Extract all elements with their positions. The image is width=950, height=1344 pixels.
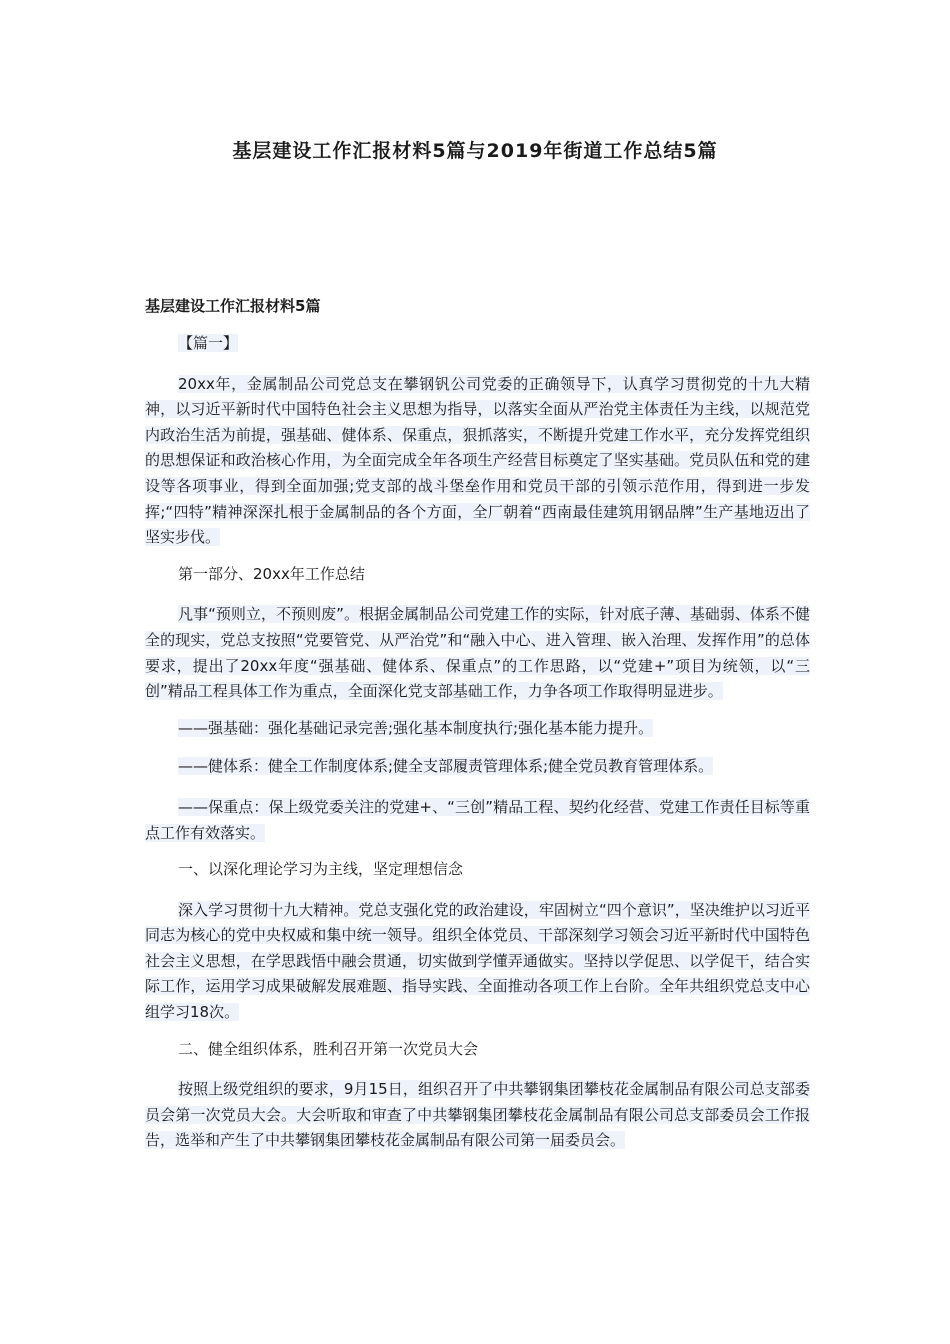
paragraph — [145, 718, 810, 738]
paragraph — [145, 1077, 810, 1154]
paragraph-text: 一、以深化理论学习为主线，坚定理想信念 — [178, 860, 464, 879]
paragraph — [145, 602, 810, 704]
paragraph-part-label — [145, 333, 810, 353]
paragraph — [145, 756, 810, 776]
paragraph-text: 二、健全组织体系，胜利召开第一次党员大会 — [178, 1039, 479, 1058]
paragraph-text: 20xx年，金属制品公司党总支在攀钢钒公司党委的正确领导下，认真学习贯彻党的十九大精神，以习近平新时代中国特色社会主义思想为指导，以落实全面从严治党主体责任为主线，以规范党内政治生活为前提，强基础、健体系、保重点，狠抓落实，不断提升党建工作水平，充分发挥党组织的思想保证和政治核心作用，为全面完成全年各项生产经营目标奠定了坚实基础。党员队伍和党的建设等各项事业，得到全面加强;党支部的战斗堡垒作用和党员干部的引领示范作用，得到进一步发挥;“四特”精神深深扎根于金属制品的各个方面，全厂朝着“西南最佳建筑用钢品牌”生产基地迈出了坚实步伐。 — [145, 374, 810, 547]
subheading — [145, 1039, 810, 1059]
document-title: 基层建设工作汇报材料5篇与2019年街道工作总结5篇 — [232, 140, 718, 162]
section-heading: 基层建设工作汇报材料5篇 — [145, 297, 321, 315]
subheading — [145, 564, 810, 584]
paragraph-text: 按照上级党组织的要求，9月15日，组织召开了中共攀钢集团攀枝花金属制品有限公司总支部委员会第一次党员大会。大会听取和审查了中共攀钢集团攀枝花金属制品有限公司总支部委员会工作报告，选举和产生了中共攀钢集团攀枝花金属制品有限公司第一届委员会。 — [145, 1080, 810, 1150]
paragraph-text: ——保重点：保上级党委关注的党建+、“三创”精品工程、契约化经营、党建工作责任目标等重点工作有效落实。 — [145, 797, 810, 842]
paragraph-text: 凡事“预则立，不预则废”。根据金属制品公司党建工作的实际，针对底子薄、基础弱、体系不健全的现实，党总支按照“党要管党、从严治党”和“融入中心、进入管理、嵌入治理、发挥作用”的总体要求，提出了20xx年度“强基础、健体系、保重点”的工作思路，以“党建+”项目为统领，以“三创”精品工程具体工作为重点，全面深化党支部基础工作，力争各项工作取得明显进步。 — [145, 605, 810, 701]
paragraph-text: 第一部分、20xx年工作总结 — [178, 564, 365, 583]
paragraph-text: ——强基础：强化基础记录完善;强化基本制度执行;强化基本能力提升。 — [178, 718, 654, 737]
paragraph — [145, 372, 810, 551]
paragraph-text: 【篇一】 — [178, 334, 239, 352]
subheading — [145, 859, 810, 879]
document-body — [145, 296, 810, 1167]
paragraph — [145, 898, 810, 1026]
paragraph — [145, 795, 810, 846]
paragraph-text: 深入学习贯彻十九大精神。党总支强化党的政治建设，牢固树立“四个意识”，坚决维护以习近平同志为核心的党中央权威和集中统一领导。组织全体党员、干部深刻学习领会习近平新时代中国特色社会主义思想，在学思践悟中融会贯通，切实做到学懂弄通做实。坚持以学促思、以学促干，结合实际工作，运用学习成果破解发展难题、指导实践、全面推动各项工作上台阶。全年共组织党总支中心组学习18次。 — [145, 900, 810, 1022]
paragraph-text: ——健体系：健全工作制度体系;健全支部履责管理体系;健全党员教育管理体系。 — [178, 757, 714, 776]
